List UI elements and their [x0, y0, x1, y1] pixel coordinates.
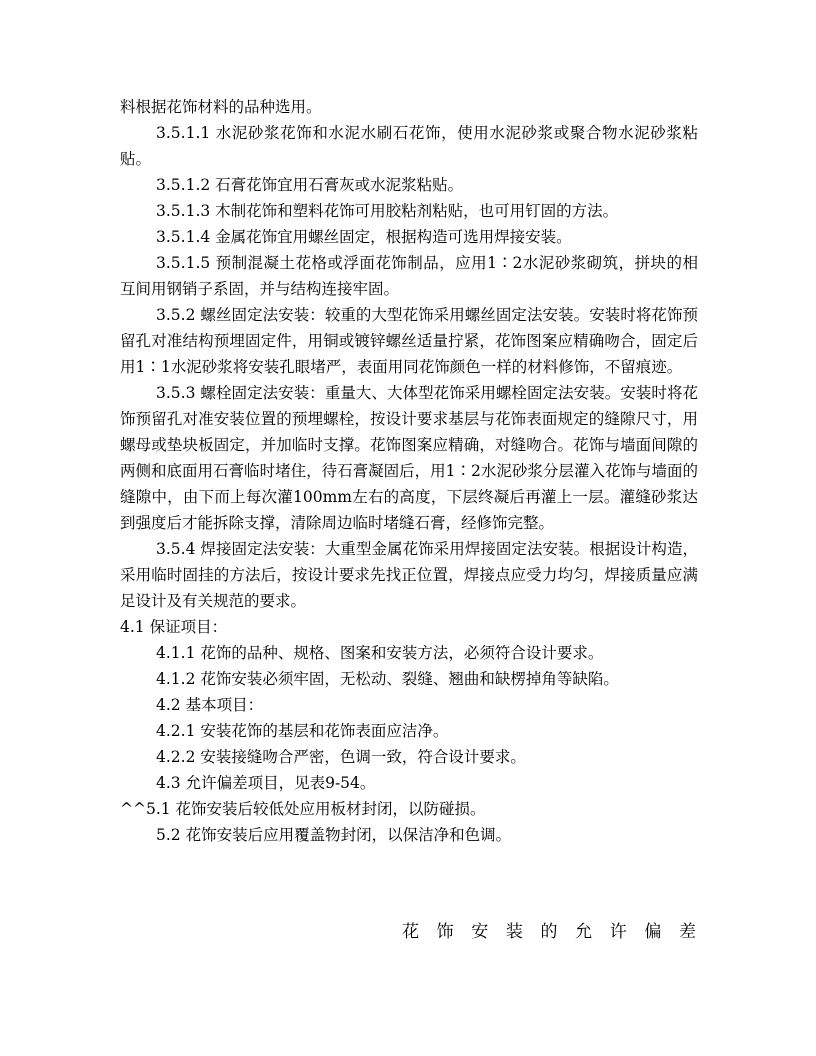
caption-char: 偏: [644, 922, 662, 942]
paragraph: 3.5.1.5 预制混凝土花格或浮面花饰制品，应用1∶2水泥砂浆砌筑，拼块的相互间用钢销子系固，并与结构连接牢固。: [120, 254, 698, 298]
caption-char: 花: [402, 922, 419, 942]
paragraph: 4.2.2 安装接缝吻合严密，色调一致，符合设计要求。: [156, 748, 526, 766]
table-caption: [402, 919, 696, 945]
paragraph: 料根据花饰材料的品种选用。: [120, 98, 322, 116]
paragraph: 3.5.1.2 石膏花饰宜用石膏灰或水泥浆粘贴。: [156, 176, 464, 194]
paragraph: 3.5.2 螺丝固定法安装：较重的大型花饰采用螺丝固定法安装。安装时将花饰预留孔对准结构预埋固定件，用铜或镀锌螺丝适量拧紧，花饰图案应精确吻合，固定后用1∶1水泥砂浆将安装孔眼堵严，表面用同花饰颜色一样的材料修饰，不留痕迹。: [120, 306, 698, 376]
paragraph: 4.1.1 花饰的品种、规格、图案和安装方法，必须符合设计要求。: [156, 644, 604, 662]
section-heading: 4.2 基本项目：: [156, 696, 264, 714]
paragraph: 4.2.1 安装花饰的基层和花饰表面应洁净。: [156, 722, 449, 740]
caption-char: 差: [679, 922, 696, 942]
caption-char: 的: [540, 922, 558, 942]
section-heading: 4.1 保证项目：: [120, 618, 228, 636]
paragraph: 3.5.4 焊接固定法安装：大重型金属花饰采用焊接固定法安装。根据设计构造，采用临时固挂的方法后，按设计要求先找正位置，焊接点应受力均匀，焊接质量应满足设计及有关规范的要求。: [120, 540, 698, 610]
paragraph: 5.2 花饰安装后应用覆盖物封闭，以保洁净和色调。: [156, 826, 512, 844]
paragraph: 4.1.2 花饰安装必须牢固，无松动、裂缝、翘曲和缺楞掉角等缺陷。: [156, 670, 619, 688]
paragraph: 3.5.1.3 木制花饰和塑料花饰可用胶粘剂粘贴，也可用钉固的方法。: [156, 202, 619, 220]
paragraph: 4.3 允许偏差项目，见表9-54。: [156, 774, 376, 792]
caption-char: 允: [575, 922, 593, 942]
body-text: [120, 94, 698, 848]
paragraph: 3.5.3 螺栓固定法安装：重量大、大体型花饰采用螺栓固定法安装。安装时将花饰预留孔对准安装位置的预埋螺栓，按设计要求基层与花饰表面规定的缝隙尺寸，用螺母或垫块板固定，并加临时支撑。花饰图案应精确，对缝吻合。花饰与墙面间隙的两侧和底面用石膏临时堵住，待石膏凝固后，用1∶2水泥砂浆分层灌入花饰与墙面的缝隙中，由下而上每次灌100mm左右的高度，下层终凝后再灌上一层。灌缝砂浆达到强度后才能拆除支撑，清除周边临时堵缝石膏，经修饰完整。: [120, 384, 698, 532]
caption-char: 装: [505, 922, 523, 942]
caption-char: 安: [471, 922, 489, 942]
paragraph: 3.5.1.1 水泥砂浆花饰和水泥水刷石花饰，使用水泥砂浆或聚合物水泥砂浆粘贴。: [120, 124, 698, 168]
paragraph: 3.5.1.4 金属花饰宜用螺丝固定，根据构造可选用焊接安装。: [156, 228, 572, 246]
caption-char: 饰: [436, 922, 454, 942]
paragraph: ^^5.1 花饰安装后较低处应用板材封闭，以防碰损。: [120, 800, 486, 818]
caption-char: 许: [609, 922, 627, 942]
